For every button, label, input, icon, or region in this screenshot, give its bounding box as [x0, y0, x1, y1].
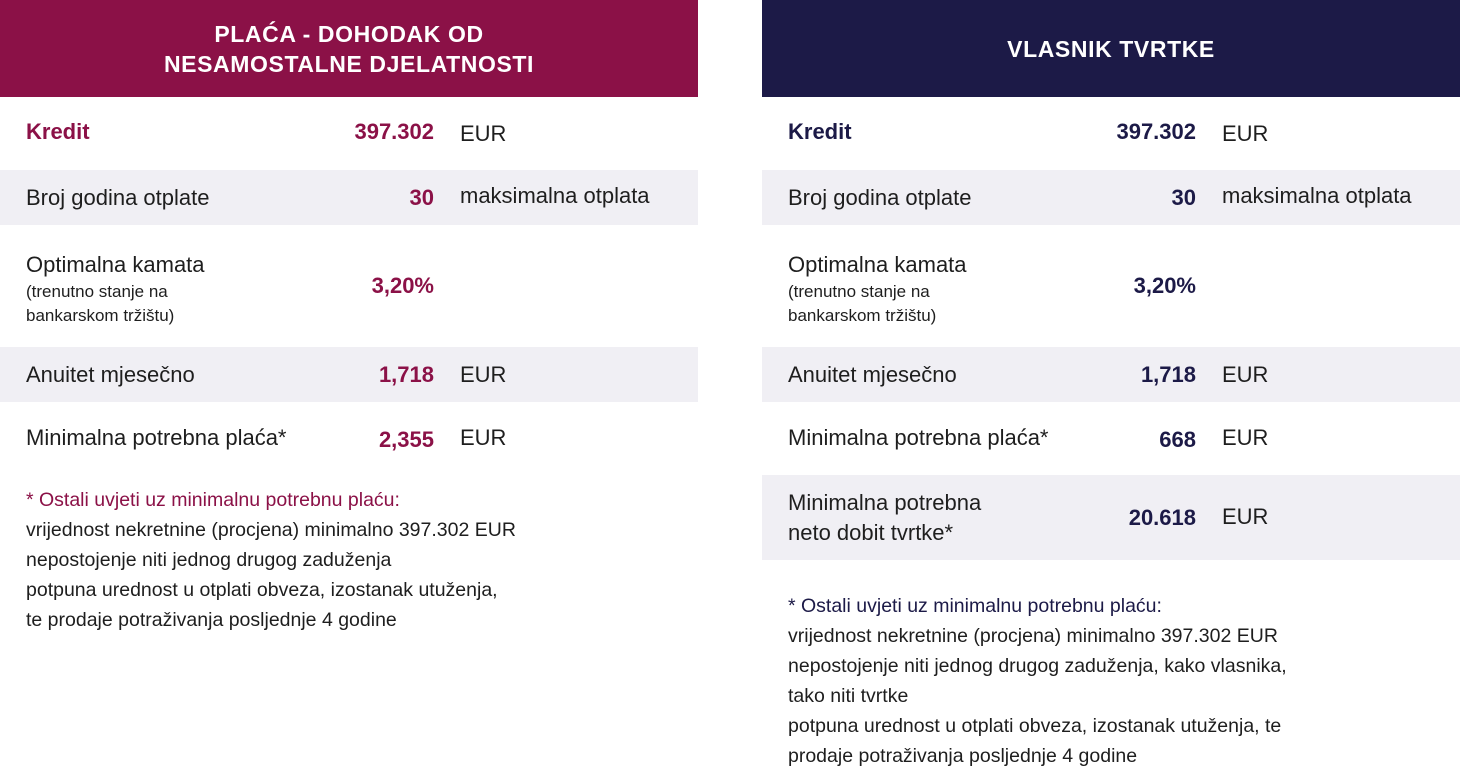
- row-label: Broj godina otplate: [788, 185, 972, 210]
- row-label: Optimalna kamata: [26, 252, 205, 277]
- row-value: 3,20%: [371, 273, 434, 298]
- row-interest-rate: [0, 225, 698, 347]
- salary-panel: [0, 0, 698, 631]
- row-value: 3,20%: [1133, 273, 1196, 298]
- row-sublabel: (trenutno stanje na: [26, 282, 168, 301]
- row-sublabel: bankarskom tržištu): [788, 306, 937, 325]
- notes-line: vrijednost nekretnine (procjena) minimalno 397.302 EUR: [788, 625, 1278, 647]
- row-value: 30: [409, 185, 434, 210]
- row-value: 397.302: [1116, 119, 1196, 144]
- company-owner-panel: [762, 0, 1460, 767]
- row-min-salary: [762, 402, 1460, 475]
- row-label: Minimalna potrebna plaća*: [26, 425, 287, 450]
- row-label-block: [788, 488, 981, 548]
- row-unit: EUR: [1222, 504, 1269, 529]
- row-value: 30: [1171, 185, 1196, 210]
- row-unit: maksimalna otplata: [1222, 183, 1412, 208]
- conditions-notes: [26, 485, 516, 635]
- row-min-salary: [0, 402, 698, 475]
- row-label: Minimalna potrebna: [788, 490, 982, 515]
- row-unit: EUR: [460, 362, 507, 387]
- row-repayment-years: [0, 170, 698, 225]
- row-label: Anuitet mjesečno: [26, 362, 195, 387]
- row-repayment-years: [762, 170, 1460, 225]
- salary-panel-header: [0, 0, 698, 97]
- notes-line: nepostojenje niti jednog drugog zaduženja: [26, 549, 392, 571]
- notes-line: prodaje potraživanja posljednje 4 godine: [788, 745, 1138, 767]
- row-credit: [762, 97, 1460, 170]
- row-unit: EUR: [460, 425, 507, 450]
- row-label-block: [788, 250, 967, 328]
- row-sublabel: (trenutno stanje na: [788, 282, 930, 301]
- notes-line: tako niti tvrtke: [788, 685, 909, 707]
- notes-title: * Ostali uvjeti uz minimalnu potrebnu plaću:: [26, 489, 400, 511]
- row-monthly-annuity: [762, 347, 1460, 402]
- row-unit: EUR: [460, 121, 507, 146]
- row-credit: [0, 97, 698, 170]
- row-label: Optimalna kamata: [788, 252, 967, 277]
- row-label: neto dobit tvrtke*: [788, 520, 954, 545]
- row-value: 397.302: [354, 119, 434, 144]
- row-interest-rate: [762, 225, 1460, 347]
- row-sublabel: bankarskom tržištu): [26, 306, 175, 325]
- row-value: 1,718: [378, 362, 434, 387]
- row-label: Broj godina otplate: [26, 185, 210, 210]
- row-label-block: [26, 250, 205, 328]
- notes-line: potpuna urednost u otplati obveza, izostanak utuženja,: [26, 579, 498, 601]
- notes-line: nepostojenje niti jednog drugog zaduženja, kako vlasnika,: [788, 655, 1287, 677]
- salary-panel-title-line1: PLAĆA - DOHODAK OD: [214, 20, 484, 47]
- company-owner-panel-title: VLASNIK TVRTKE: [1007, 35, 1215, 62]
- row-unit: EUR: [1222, 362, 1269, 387]
- row-label: Kredit: [788, 119, 852, 144]
- row-unit: maksimalna otplata: [460, 183, 650, 208]
- notes-line: te prodaje potraživanja posljednje 4 godine: [26, 609, 397, 631]
- notes-line: potpuna urednost u otplati obveza, izostanak utuženja, te: [788, 715, 1282, 737]
- row-value: 1,718: [1140, 362, 1196, 387]
- row-unit: EUR: [1222, 425, 1269, 450]
- row-monthly-annuity: [0, 347, 698, 402]
- notes-line: vrijednost nekretnine (procjena) minimalno 397.302 EUR: [26, 519, 516, 541]
- row-unit: EUR: [1222, 121, 1269, 146]
- notes-title: * Ostali uvjeti uz minimalnu potrebnu plaću:: [788, 595, 1162, 617]
- conditions-notes: [788, 591, 1287, 770]
- row-label: Anuitet mjesečno: [788, 362, 957, 387]
- row-min-company-profit: [762, 475, 1460, 560]
- row-label: Minimalna potrebna plaća*: [788, 425, 1049, 450]
- company-owner-panel-header: [762, 0, 1460, 97]
- row-value: 20.618: [1128, 505, 1196, 530]
- row-value: 2,355: [378, 427, 434, 452]
- salary-panel-title-line2: NESAMOSTALNE DJELATNOSTI: [163, 50, 535, 77]
- row-label: Kredit: [26, 119, 90, 144]
- row-value: 668: [1159, 427, 1196, 452]
